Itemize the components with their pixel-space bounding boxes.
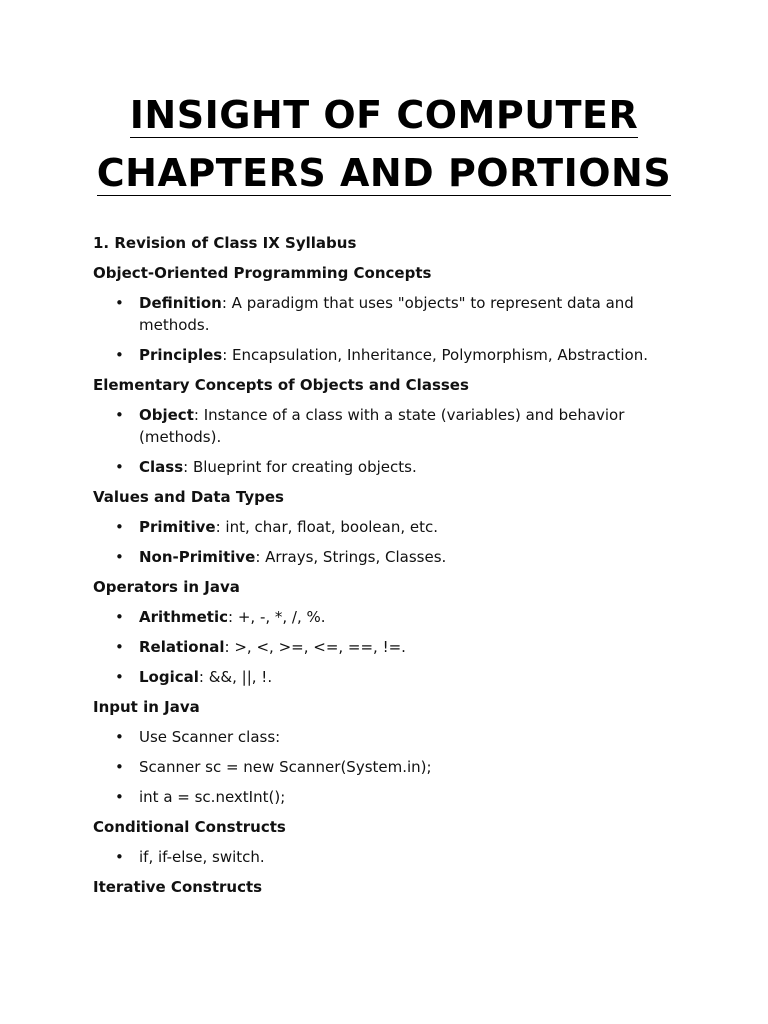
- item-text: : int, char, float, boolean, etc.: [215, 518, 439, 536]
- item-term: Relational: [139, 638, 225, 656]
- document-title-line-1-text: INSIGHT OF COMPUTER: [129, 93, 639, 137]
- item-term: Logical: [139, 668, 199, 686]
- list-item: [93, 756, 683, 778]
- section-heading: Object-Oriented Programming Concepts: [93, 264, 432, 282]
- item-text: : +, -, *, /, %.: [228, 608, 326, 626]
- item-term: Definition: [139, 294, 222, 312]
- bullet-icon: •: [115, 346, 124, 364]
- list-item: [93, 516, 683, 538]
- bullet-icon: •: [115, 728, 124, 746]
- item-term: Non-Primitive: [139, 548, 256, 566]
- bullet-icon: •: [115, 406, 124, 424]
- section-heading: Values and Data Types: [93, 488, 284, 506]
- section-heading: Iterative Constructs: [93, 878, 263, 896]
- item-term: Arithmetic: [139, 608, 229, 626]
- bullet-icon: •: [115, 548, 124, 566]
- bullet-list: [93, 606, 683, 688]
- bullet-list: [93, 846, 683, 868]
- bullet-icon: •: [115, 668, 124, 686]
- item-term: Class: [139, 458, 184, 476]
- list-item: [93, 786, 683, 808]
- section-heading: Input in Java: [93, 698, 200, 716]
- list-item: [93, 456, 683, 478]
- list-item: [93, 666, 683, 688]
- bullet-icon: •: [115, 638, 124, 656]
- item-text: : Blueprint for creating objects.: [183, 458, 417, 476]
- item-text: : &&, ||, !.: [198, 668, 273, 686]
- list-item: [93, 546, 683, 568]
- bullet-icon: •: [115, 758, 124, 776]
- bullet-list: [93, 726, 683, 808]
- list-item: [93, 292, 683, 336]
- item-text: if, if-else, switch.: [139, 848, 265, 866]
- list-item: [93, 726, 683, 748]
- section-heading: Elementary Concepts of Objects and Classes: [93, 376, 469, 394]
- list-item: [93, 404, 683, 448]
- document-title-line-2-text: CHAPTERS AND PORTIONS: [96, 151, 672, 195]
- item-term: Principles: [139, 346, 223, 364]
- document-body: [93, 232, 683, 906]
- item-text: : A paradigm that uses "objects" to represent data and methods.: [139, 294, 634, 334]
- bullet-icon: •: [115, 294, 124, 312]
- item-text: : >, <, >=, <=, ==, !=.: [224, 638, 406, 656]
- section-heading: 1. Revision of Class IX Syllabus: [93, 234, 357, 252]
- bullet-list: [93, 516, 683, 568]
- item-text: Scanner sc = new Scanner(System.in);: [139, 758, 432, 776]
- item-term: Object: [139, 406, 194, 424]
- section-heading: Conditional Constructs: [93, 818, 286, 836]
- section-heading: Operators in Java: [93, 578, 240, 596]
- item-text: int a = sc.nextInt();: [139, 788, 286, 806]
- item-text: : Arrays, Strings, Classes.: [255, 548, 447, 566]
- bullet-list: [93, 292, 683, 366]
- bullet-icon: •: [115, 788, 124, 806]
- item-term: Primitive: [139, 518, 216, 536]
- document-title-line-2: [0, 150, 768, 196]
- list-item: [93, 846, 683, 868]
- list-item: [93, 344, 683, 366]
- item-text: Use Scanner class:: [139, 728, 281, 746]
- document-title-line-1: [0, 92, 768, 138]
- bullet-list: [93, 404, 683, 478]
- list-item: [93, 636, 683, 658]
- bullet-icon: •: [115, 458, 124, 476]
- item-text: : Instance of a class with a state (variables) and behavior (methods).: [139, 406, 625, 446]
- list-item: [93, 606, 683, 628]
- item-text: : Encapsulation, Inheritance, Polymorphism, Abstraction.: [222, 346, 648, 364]
- bullet-icon: •: [115, 608, 124, 626]
- bullet-icon: •: [115, 518, 124, 536]
- bullet-icon: •: [115, 848, 124, 866]
